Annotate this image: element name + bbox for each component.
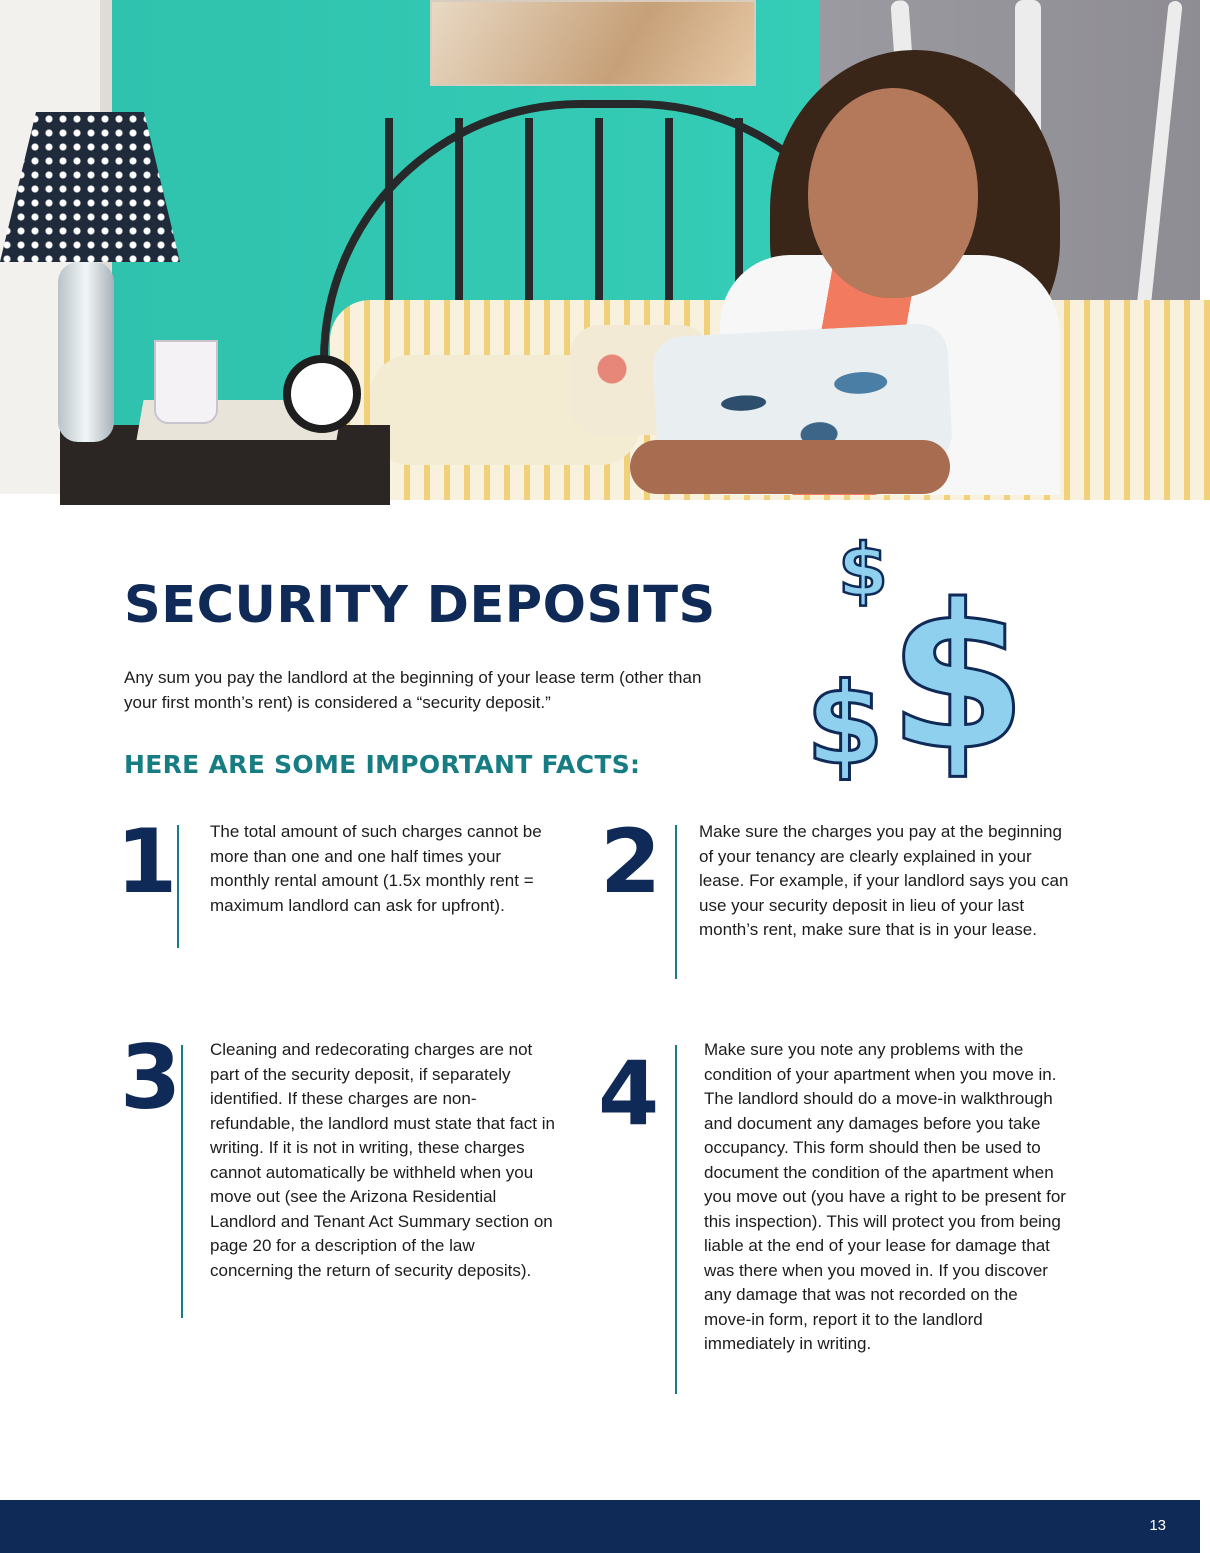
lamp-base xyxy=(58,262,114,442)
dollar-sign-medium-icon: $ xyxy=(806,660,884,790)
fact-number: 1 xyxy=(116,810,178,913)
fact-number: 2 xyxy=(600,810,662,913)
fact-text: Make sure you note any problems with the condition of your apartment when you move in. The landlord should do a move-in walkthrough and document any damages before you take occupancy. This form should then be used to document the condition of the apartment when you move out (you have a right to be present for this inspection). This will protect you from being liable at the end of your lease for damage that was there when you moved in. If you discover any damage that was not recorded on the move-in form, report it to the landlord immediately in writing. xyxy=(704,1040,1066,1353)
fact-number: 4 xyxy=(598,1042,660,1145)
hero-photo xyxy=(0,0,1200,494)
person-arms xyxy=(630,440,950,494)
fact-divider xyxy=(675,825,677,979)
person-face xyxy=(808,88,978,298)
fact-text: Make sure the charges you pay at the beginning of your tenancy are clearly explained in your lease. For example, if your landlord says you can use your security deposit in lieu of your last month’s rent, make sure that is in your lease. xyxy=(699,822,1069,939)
dollar-signs-icon xyxy=(800,525,1028,795)
page-number: 13 xyxy=(1149,1517,1166,1534)
mug xyxy=(154,340,218,424)
page-title: SECURITY DEPOSITS xyxy=(124,576,716,635)
wall-painting xyxy=(430,0,756,86)
alarm-clock-icon xyxy=(283,355,361,433)
dollar-sign-small-icon: $ xyxy=(838,528,889,612)
intro-paragraph: Any sum you pay the landlord at the beginning of your lease term (other than your first month’s rent) is considered a “security deposit.” xyxy=(124,668,702,712)
fact-text: The total amount of such charges cannot be more than one and one half times your monthly rental amount (1.5x monthly rent = maximum landlord can ask for upfront). xyxy=(210,822,542,915)
footer-bar xyxy=(0,1500,1200,1553)
fact-divider xyxy=(177,825,179,948)
fact-divider xyxy=(675,1045,677,1394)
fact-divider xyxy=(181,1045,183,1318)
fact-number: 3 xyxy=(120,1026,182,1129)
lamp-shade xyxy=(0,112,180,262)
dollar-sign-large-icon: $ xyxy=(888,562,1028,795)
facts-heading: HERE ARE SOME IMPORTANT FACTS: xyxy=(124,750,641,779)
fact-text: Cleaning and redecorating charges are not part of the security deposit, if separately identified. If these charges are non-refundable, the landlord must state that fact in writing. If it is not in writing, these charges cannot automatically be withheld when you move out (see the Arizona Residential Landlord and Tenant Act Summary section on page 20 for a description of the law concerning the return of security deposits). xyxy=(210,1040,555,1280)
